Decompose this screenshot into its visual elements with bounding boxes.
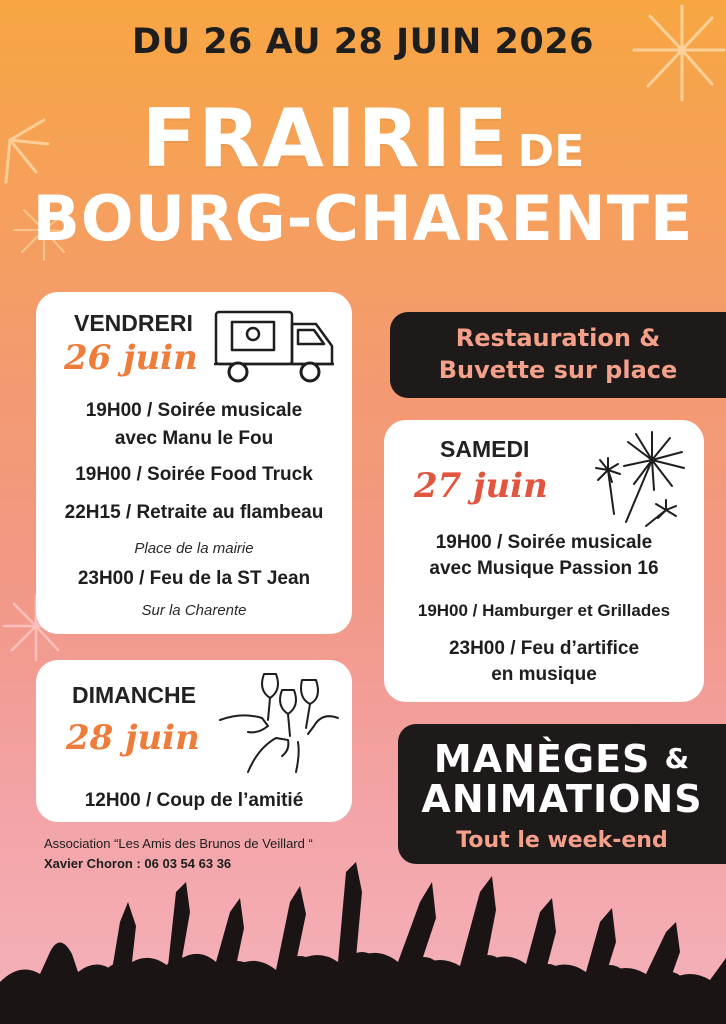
maneges-amp: & bbox=[664, 742, 691, 775]
friday-note-1: Place de la mairie bbox=[134, 540, 254, 557]
saturday-day: SAMEDI bbox=[440, 436, 530, 462]
saturday-date: 27 juin bbox=[414, 466, 548, 506]
saturday-event-3b: en musique bbox=[491, 664, 597, 685]
page-title bbox=[0, 92, 726, 185]
toasting-glasses-icon bbox=[218, 668, 346, 778]
contact-phone: Xavier Choron : 06 03 54 63 36 bbox=[44, 856, 232, 871]
title-frairie: FRAIRIE bbox=[141, 92, 510, 185]
maneges-sub: Tout le week-end bbox=[456, 828, 668, 853]
friday-event-3: 22H15 / Retraite au flambeau bbox=[64, 502, 324, 523]
friday-event-1: 19H00 / Soirée musicale bbox=[85, 400, 303, 421]
restauration-line1: Restauration & bbox=[455, 324, 661, 352]
friday-note-2: Sur la Charente bbox=[141, 602, 247, 619]
friday-card bbox=[36, 292, 352, 634]
title-de: DE bbox=[517, 126, 585, 177]
food-truck-icon bbox=[210, 302, 340, 388]
maneges-line2: ANIMATIONS bbox=[421, 777, 703, 821]
sunday-day: DIMANCHE bbox=[72, 682, 196, 708]
restauration-box bbox=[390, 312, 726, 398]
saturday-card bbox=[384, 420, 704, 702]
sunday-event-1: 12H00 / Coup de l’amitié bbox=[84, 790, 304, 811]
sunday-date: 28 juin bbox=[66, 718, 200, 758]
saturday-event-2: 19H00 / Hamburger et Grillades bbox=[417, 601, 671, 620]
restauration-line2: Buvette sur place bbox=[438, 356, 678, 384]
friday-day: VENDRERI bbox=[74, 310, 193, 336]
crowd-silhouette-icon bbox=[0, 862, 726, 1024]
fireworks-icon bbox=[590, 426, 694, 530]
maneges-line1 bbox=[398, 738, 726, 780]
saturday-event-3: 23H00 / Feu d’artifice bbox=[448, 638, 640, 659]
maneges-box bbox=[398, 724, 726, 864]
saturday-event-1: 19H00 / Soirée musicale bbox=[435, 532, 653, 553]
friday-event-2: 19H00 / Soirée Food Truck bbox=[75, 464, 313, 485]
friday-event-4: 23H00 / Feu de la ST Jean bbox=[77, 568, 311, 589]
association-name: Association “Les Amis des Brunos de Veillard “ bbox=[44, 836, 313, 851]
saturday-event-1b: avec Musique Passion 16 bbox=[429, 558, 659, 579]
sunday-card bbox=[36, 660, 352, 822]
event-dates: DU 26 AU 28 JUIN 2026 bbox=[132, 22, 594, 62]
title-place: BOURG-CHARENTE bbox=[32, 182, 694, 255]
maneges-word: MANÈGES bbox=[433, 737, 651, 781]
friday-event-1b: avec Manu le Fou bbox=[114, 428, 274, 449]
friday-date: 26 juin bbox=[64, 338, 198, 378]
